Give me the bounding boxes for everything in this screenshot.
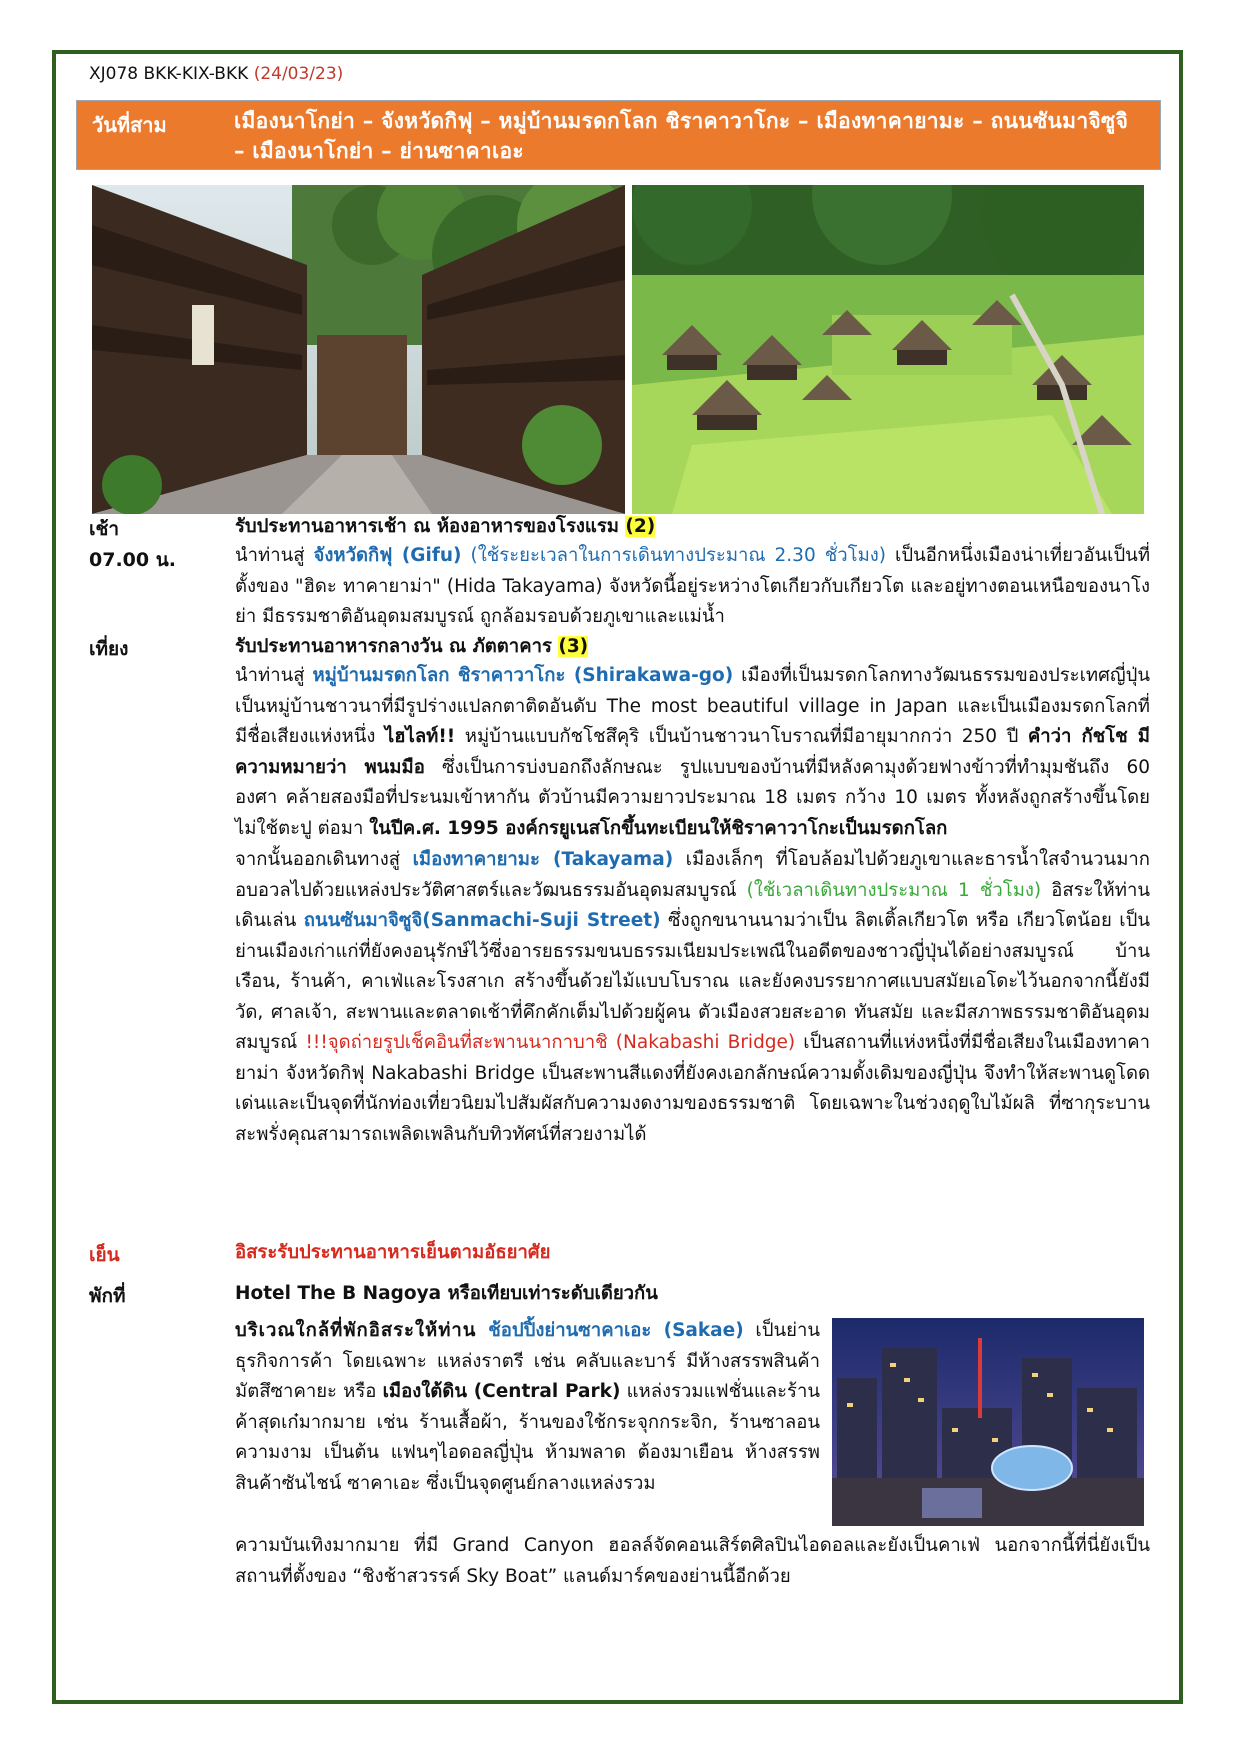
sakae-paragraph-cont: ความบันเทิงมากมาย ที่มี Grand Canyon ฮอลล์จัดคอนเสิร์ตศิลปินไอดอลและยังเป็นคาเฟ่ นอกจากนี้ที่นี่ยังเป็นสถานที่ตั้งของ “ชิงช้าสวรรค์ Sky Boat” แลนด์มาร์คของย่านนี้อีกด้วย: [235, 1535, 1150, 1587]
label-evening: เย็น: [89, 1244, 120, 1266]
takayama-prefix: จากนั้นออกเดินทางสู่: [235, 849, 401, 870]
day-title: เมืองนาโกย่า – จังหวัดกิฟุ – หมู่บ้านมรดกโลก ชิราคาวาโกะ – เมืองทาคายามะ – ถนนซันมาจิซูจิ – เมืองนาโกย่า – ย่านซาคาเอะ: [234, 109, 1129, 163]
hotel-name: Hotel The B Nagoya: [235, 1283, 442, 1304]
sakae-text2: แหล่งรวมแฟชั่นและร้านค้าสุดเก๋มากมาย เช่น ร้านเสื้อผ้า, ร้านของใช้กระจุกกระจิก, ร้านซาลอนความงาม เป็นต้น แฟนๆไอดอลญี่ปุ่น ห้ามพลาด ต้องมาเยือน ห้างสรรพสินค้าซันไชน์ ซาคาเอะ ซึ่งเป็นจุดศูนย์กลางแหล่งรวม: [235, 1381, 820, 1494]
takayama-duration: (ใช้เวลาเดินทางประมาณ 1 ชั่วโมง): [746, 879, 1042, 901]
breakfast-meal-number: (2): [625, 516, 656, 537]
day-label: วันที่สาม: [92, 113, 167, 137]
gifu-paragraph: [235, 541, 1150, 633]
sakae-name: ช้อปปิ้งย่านซาคาเอะ (Sakae): [488, 1320, 744, 1341]
gifu-description: เป็นอีกหนึ่งเมืองน่าเที่ยวอันเป็นที่ตั้งของ "ฮิดะ ทาคายาม่า" (Hida Takayama) จังหวัดนี้อยู่ระหว่างโตเกียวกับเกียวโต และอยู่ทางตอนเหนือของนาโงย่า มีธรรมชาติอันอุดมสมบูรณ์ ถูกล้อมรอบด้วยภูเขาและแม่น้ำ: [235, 545, 1151, 627]
shirakawago-text1: เมืองที่เป็นมรดกโลกทางวัฒนธรรมของประเทศญี่ปุ่น เป็นหมู่บ้านชาวนาที่มีรูปร่างแปลกตาติดอันดับ The most beautiful village in Japan และเป็นเมืองมรดกโลกที่มีชื่อเสียงแห่งหนึ่ง: [235, 665, 1150, 747]
hotel-suffix: หรือเทียบเท่าระดับเดียวกัน: [447, 1283, 658, 1304]
takayama-text1: เมืองเล็กๆ ที่โอบล้อมไปด้วยภูเขาและธารน้ำใสจำนวนมาก อบอวลไปด้วยแหล่งประวัติศาสตร์และวัฒนธรรมอันอุดมสมบูรณ์: [235, 849, 1150, 901]
breakfast-line: [235, 512, 1150, 543]
sakae-prefix: บริเวณใกล้ที่พักอิสระให้ท่าน: [235, 1320, 477, 1341]
gifu-duration: (ใช้ระยะเวลาในการเดินทางประมาณ 2.30 ชั่วโมง): [470, 545, 887, 566]
shirakawago-highlight: ไฮไลท์!!: [384, 726, 456, 747]
sakae-paragraph: [235, 1316, 820, 1499]
shirakawago-text2: หมู่บ้านแบบกัชโชสึคุริ เป็นบ้านชาวนาโบราณที่มีอายุมากกว่า 250 ปี: [464, 726, 1019, 747]
village-photo: [632, 185, 1144, 514]
takayama-paragraph: [235, 845, 1150, 1150]
old-street-photo: [92, 185, 625, 514]
shirakawago-name: หมู่บ้านมรดกโลก ชิราคาวาโกะ (Shirakawa-go): [312, 665, 734, 686]
label-time: 07.00 น.: [89, 549, 176, 571]
day-banner: [76, 100, 1161, 170]
breakfast-text: รับประทานอาหารเช้า ณ ห้องอาหารของโรงแรม: [235, 516, 619, 537]
lunch-line: [235, 632, 1150, 663]
shirakawago-prefix: นำท่านสู่: [235, 665, 305, 686]
takayama-name: เมืองทาคายามะ (Takayama): [412, 849, 674, 870]
takayama-text3: ซึ่งถูกขนานนามว่าเป็น ลิตเติ้ลเกียวโต หรือ เกียวโตน้อย เป็นย่านเมืองเก่าแก่ที่ยังคงอนุรักษ์ไว้ซึ่งอารยธรรมขนบธรรมเนียมประเพณีในอดีตของชาวญี่ปุ่นได้อย่างสมบูรณ์ บ้านเรือน, ร้านค้า, คาเฟ่และโรงสาเก สร้างขึ้นด้วยไม้แบบโบราณ และยังคงบรรยากาศแบบสมัยเอโดะไว้นอกจากนี้ยังมี วัด, ศาลเจ้า, สะพานและตลาดเช้าที่คึกคักเต็มไปด้วยผู้คน ตัวเมืองสวยสะอาด ทันสมัย และมีสภาพธรรมชาติอันอุดมสมบูรณ์: [235, 910, 1150, 1053]
label-noon: เที่ยง: [89, 638, 129, 660]
lunch-text: รับประทานอาหารกลางวัน ณ ภัตตาคาร: [235, 636, 552, 657]
sakae-city-photo: [832, 1318, 1144, 1526]
sanmachi-street-name: ถนนซันมาจิซูจิ(Sanmachi-Suji Street): [303, 910, 661, 931]
shirakawago-meaning: คำว่า กัชโช มีความหมายว่า พนมมือ: [235, 726, 1150, 778]
sakae-text1: เป็นย่านธุรกิจการค้า โดยเฉพาะ แหล่งราตรี เช่น คลับและบาร์ มีห้างสรรพสินค้ามัตสึซาคายะ หรือ: [235, 1320, 820, 1402]
shirakawago-text3: ซึ่งเป็นการบ่งบอกถึงลักษณะ รูปแบบของบ้านที่มีหลังคามุงด้วยฟางข้าวที่ทำมุมชันถึง 60 องศา คล้ายสองมือที่ประนมเข้าหากัน ตัวบ้านมีความยาวประมาณ 18 เมตร กว้าง 10 เมตร ทั้งหลังถูกสร้างขึ้นโดยไม่ใช้ตะปู ต่อมา: [235, 756, 1150, 839]
dinner-text: อิสระรับประทานอาหารเย็นตามอัธยาศัย: [235, 1242, 551, 1263]
tour-code-text: XJ078 BKK-KIX-BKK: [89, 64, 249, 84]
takayama-text4: เป็นสถานที่แห่งหนึ่งที่มีชื่อเสียงในเมืองทาคายาม่า จังหวัดกิฟุ Nakabashi Bridge เป็นสะพานสีแดงที่ยังคงเอกลักษณ์ความดั้งเดิมของญี่ปุ่น จึงทำให้สะพานดูโดดเด่นและเป็นจุดที่นักท่องเที่ยวนิยมไปสัมผัสกับความงดงามของธรรมชาติ โดยเฉพาะในช่วงฤดูใบไม้ผลิ ที่ซากุระบานสะพรั่งคุณสามารถเพลิดเพลินกับทิวทัศน์ที่สวยงามได้: [235, 1032, 1150, 1145]
central-park: เมืองใต้ดิน (Central Park): [382, 1381, 621, 1402]
shirakawago-paragraph: [235, 661, 1150, 844]
label-morning: เช้า: [89, 518, 120, 540]
gifu-prefix: นำท่านสู่: [235, 545, 305, 566]
gifu-name: จังหวัดกิฟุ (Gifu): [313, 545, 462, 566]
tour-date: (24/03/23): [253, 64, 344, 84]
takayama-text2: อิสระให้ท่านเดินเล่น: [235, 879, 1150, 931]
lunch-meal-number: (3): [558, 636, 589, 657]
hotel-line: [235, 1279, 1150, 1310]
shirakawago-unesco: ในปีค.ศ. 1995 องค์กรยูเนสโกขึ้นทะเบียนให้ชิราคาวาโกะเป็นมรดกโลก: [369, 817, 948, 839]
label-stay: พักที่: [89, 1285, 126, 1307]
tour-code: [89, 64, 343, 84]
nakabashi-checkin: !!!จุดถ่ายรูปเช็คอินที่สะพานนากาบาชิ (Nakabashi Bridge): [305, 1032, 796, 1053]
